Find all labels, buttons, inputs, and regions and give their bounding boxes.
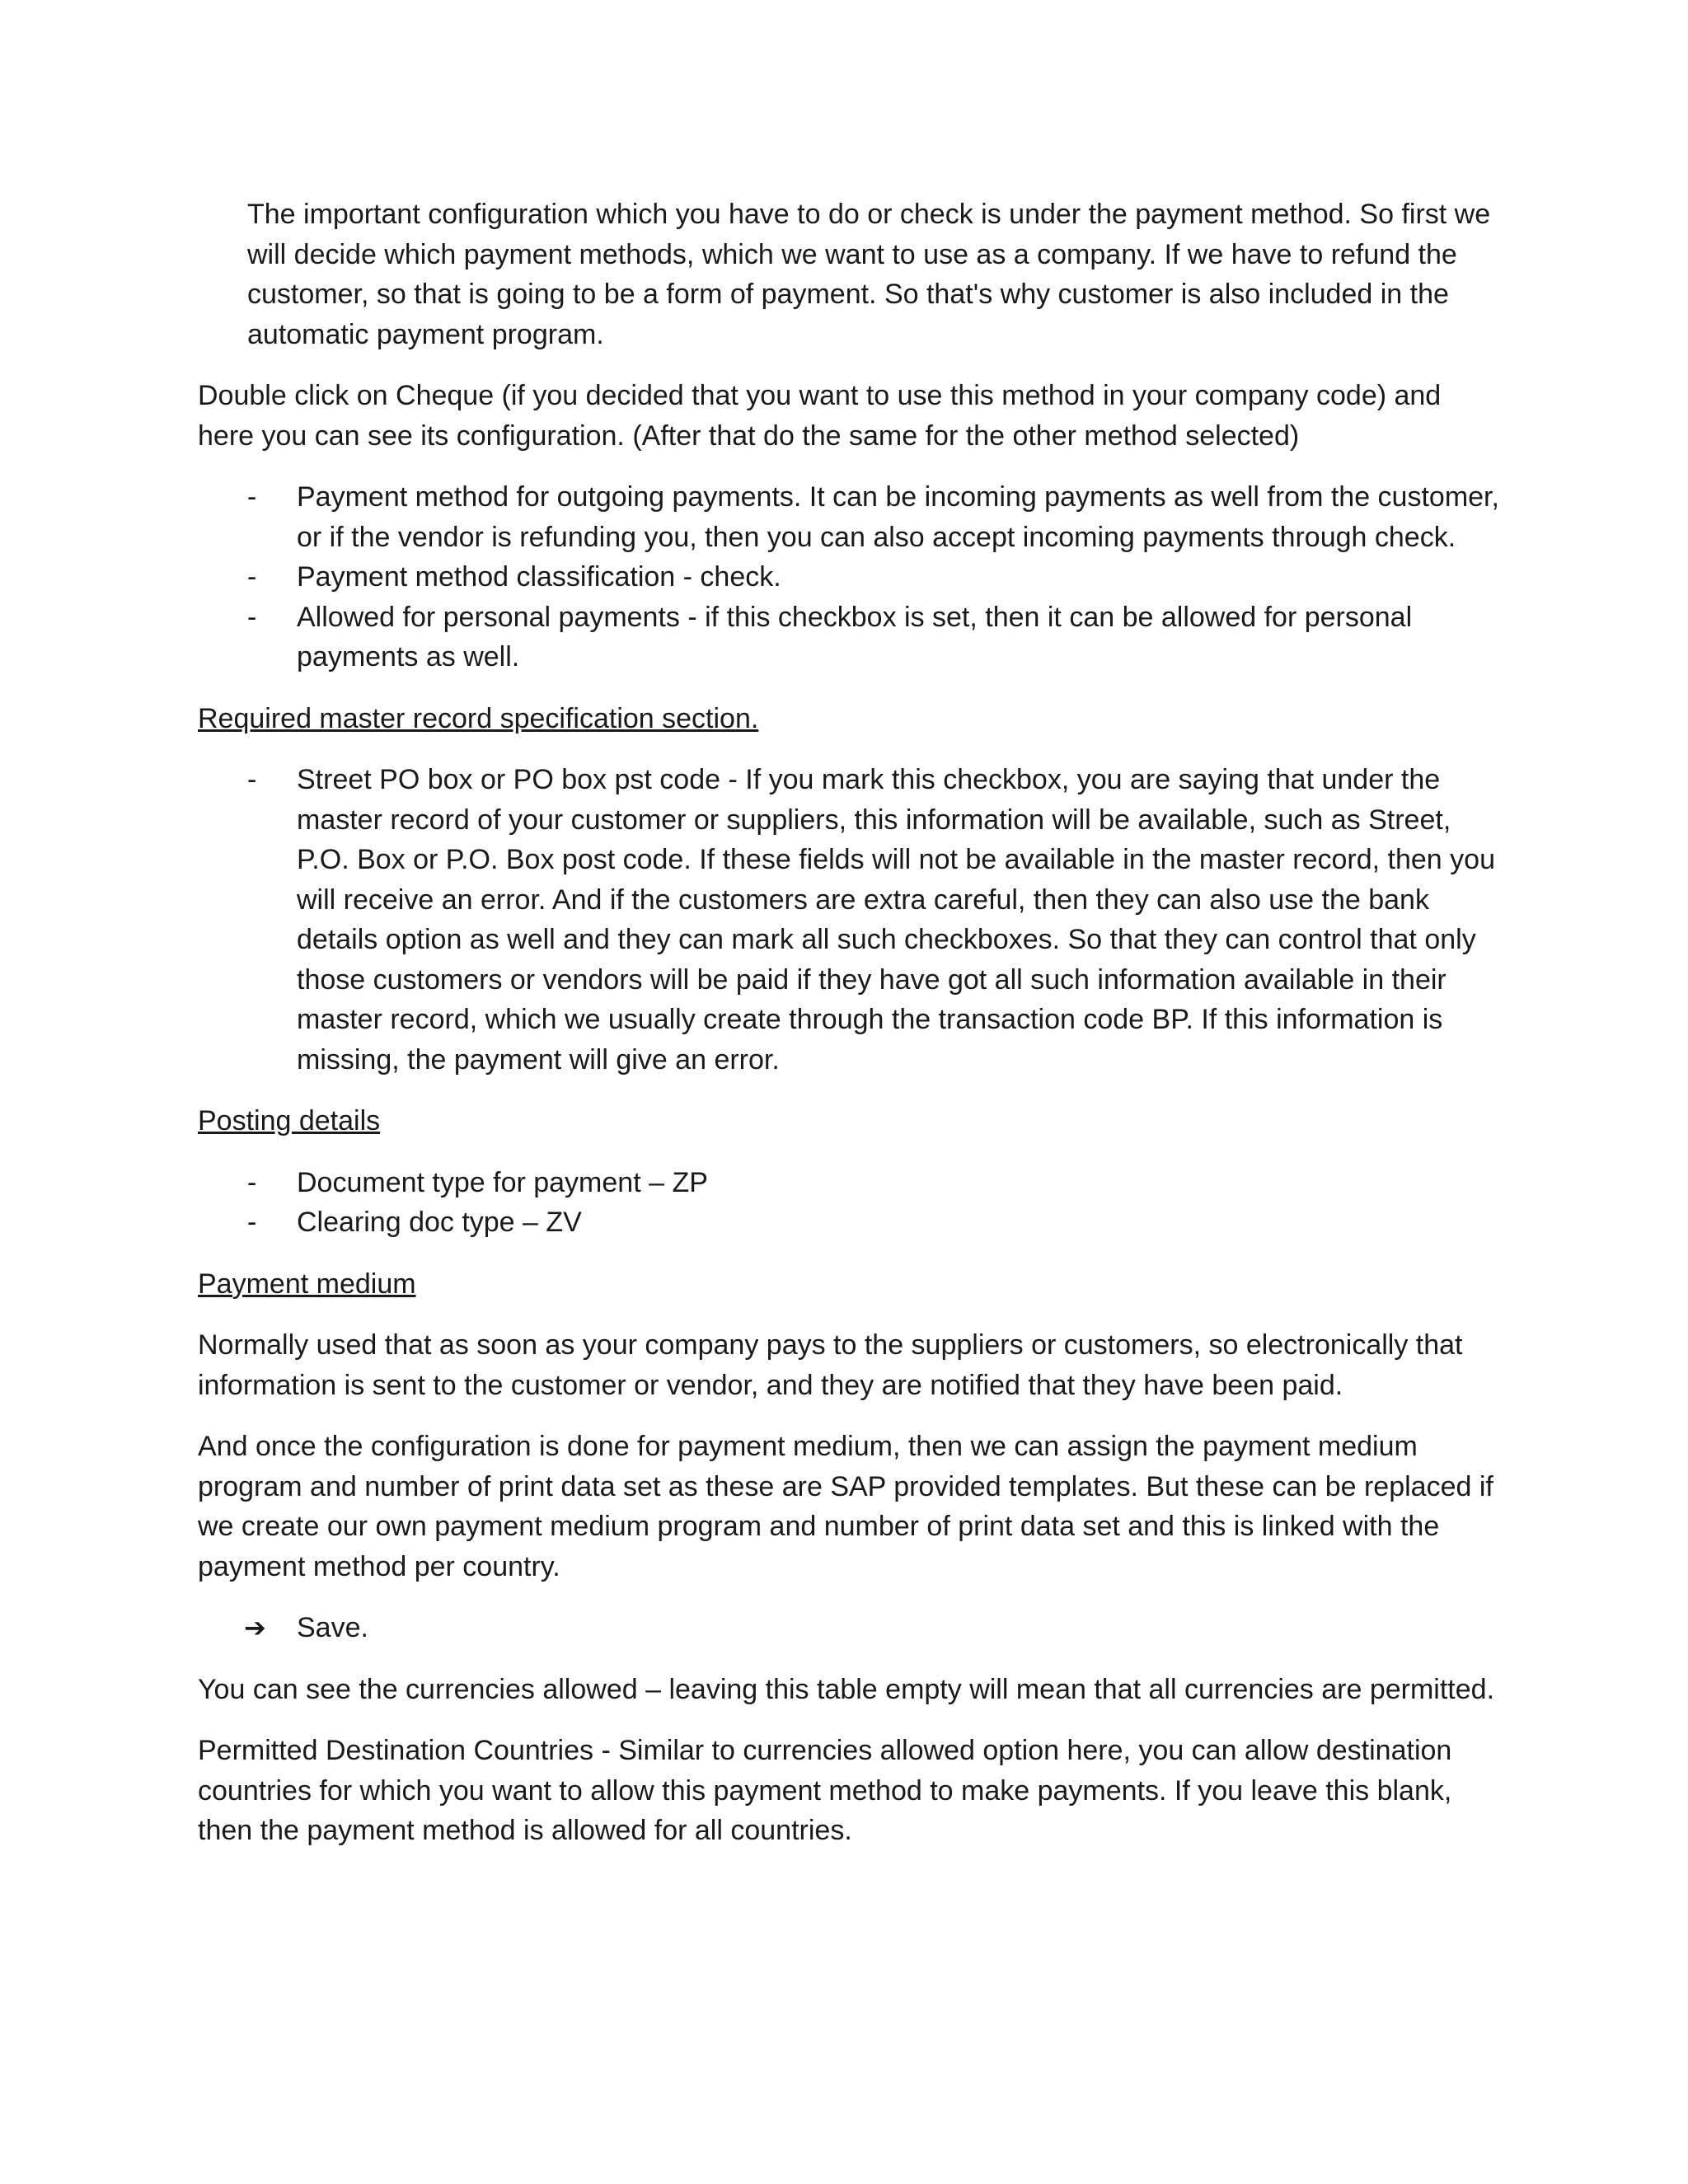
list-item-text: Payment method for outgoing payments. It can be incoming payments as well from the customer, or if the vendor is refunding you, then you can also accept incoming payments through check. (297, 481, 1499, 553)
list-item (198, 760, 1500, 1080)
method-list (198, 477, 1500, 677)
list-item-text: Street PO box or PO box pst code - If you mark this checkbox, you are saying that under the master record of your customer or suppliers, this information will be available, such as Street, P.O. Box or P.O. Box post code. If these fields will not be available in the master record, then you will receive an error. And if the customers are extra careful, then they can also use the bank details option as well and they can mark all such checkboxes. So that they can control that only those customers or vendors will be paid if they have got all such information available in their master record, which we usually create through the transaction code BP. If this information is missing, the payment will give an error. (297, 764, 1495, 1076)
list-item-text: Document type for payment – ZP (297, 1166, 708, 1198)
list-item (198, 557, 1500, 598)
posting-details-heading: Posting details (198, 1105, 381, 1137)
currencies-paragraph: You can see the currencies allowed – leaving this table empty will mean that all currencies are permitted. (198, 1673, 1495, 1705)
list-item (198, 1163, 1500, 1203)
dash-bullet: - (247, 561, 257, 593)
payment-medium-paragraph-1: Normally used that as soon as your company pays to the suppliers or customers, so electronically that information is sent to the customer or vendor, and they are notified that they have been paid. (198, 1329, 1463, 1401)
posting-list (198, 1163, 1500, 1243)
list-item-text: Payment method classification - check. (297, 561, 781, 593)
payment-medium-paragraph-2: And once the configuration is done for payment medium, then we can assign the payment medium program and number of print data set as these are SAP provided templates. But these can be replaced if we create our own payment medium program and number of print data set and this is linked with the payment method per country. (198, 1431, 1493, 1582)
list-item-text: Allowed for personal payments - if this checkbox is set, then it can be allowed for personal payments as well. (297, 601, 1413, 673)
dash-bullet: - (247, 601, 257, 633)
dash-bullet: - (247, 764, 257, 795)
dash-bullet: - (247, 1166, 257, 1198)
list-item-text: Clearing doc type – ZV (297, 1207, 582, 1238)
dash-bullet: - (247, 1207, 257, 1238)
double-click-paragraph: Double click on Cheque (if you decided that you want to use this method in your company code) and here you can see its configuration. (After that do the same for the other method selected) (198, 380, 1442, 452)
list-item (198, 598, 1500, 677)
required-list (198, 760, 1500, 1080)
document-page (198, 194, 1500, 1872)
dash-bullet: - (247, 481, 257, 513)
save-step (198, 1608, 1500, 1648)
countries-paragraph: Permitted Destination Countries - Similar to currencies allowed option here, you can allow destination countries for which you want to allow this payment method to make payments. If you leave this blank, then the payment method is allowed for all countries. (198, 1735, 1452, 1846)
arrow-right-icon: ➔ (244, 1612, 266, 1643)
list-item (198, 1202, 1500, 1243)
required-master-record-heading: Required master record specification section. (198, 702, 759, 734)
list-item (198, 477, 1500, 557)
save-step-text: Save. (297, 1612, 368, 1643)
payment-medium-heading: Payment medium (198, 1268, 416, 1300)
intro-paragraph: The important configuration which you have to do or check is under the payment method. So first we will decide which payment methods, which we want to use as a company. If we have to refund the customer, so that is going to be a form of payment. So that's why customer is also included in the automatic payment program. (247, 199, 1491, 350)
